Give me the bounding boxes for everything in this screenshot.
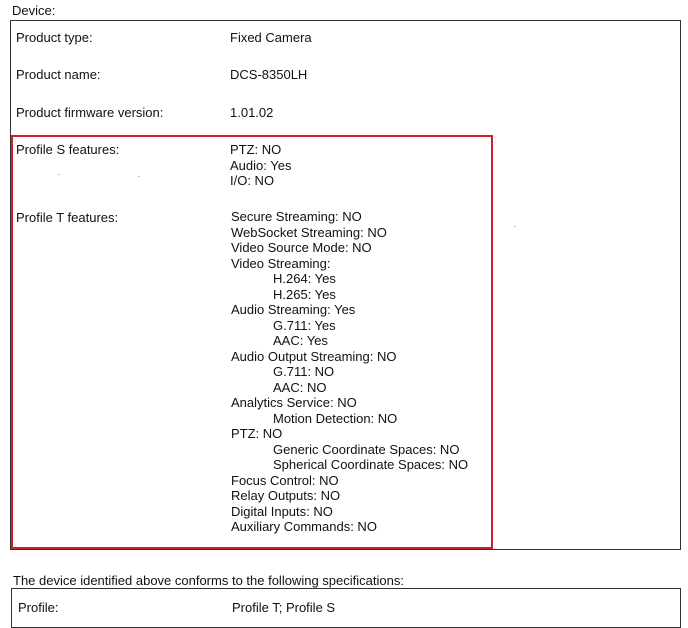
- conformance-statement: The device identified above conforms to the following specifications:: [13, 573, 404, 588]
- feature-line: Analytics Service: NO: [231, 395, 357, 410]
- scan-speck: [58, 174, 60, 175]
- scan-speck: [514, 226, 516, 227]
- profile-s-features: [230, 142, 291, 189]
- conformance-profile-value: Profile T; Profile S: [232, 600, 336, 615]
- conformance-profile-label: Profile:: [18, 600, 59, 615]
- product-type-value: Fixed Camera: [230, 30, 312, 45]
- profile-t-label: Profile T features:: [16, 210, 119, 225]
- firmware-version-label: Product firmware version:: [16, 105, 164, 120]
- profile-s-label: Profile S features:: [16, 142, 120, 157]
- feature-line: Digital Inputs: NO: [231, 503, 333, 519]
- feature-line: PTZ: NO: [230, 142, 282, 157]
- feature-subline: G.711: Yes: [273, 317, 336, 333]
- firmware-version-value: 1.01.02: [230, 105, 274, 120]
- feature-subline: H.265: Yes: [273, 286, 336, 302]
- profile-t-features: [231, 209, 468, 535]
- feature-line: Video Streaming:: [231, 255, 331, 271]
- feature-line: Auxiliary Commands: NO: [231, 519, 377, 534]
- product-name-label: Product name:: [16, 67, 101, 82]
- feature-line: Video Source Mode: NO: [231, 240, 372, 255]
- feature-line: Secure Streaming: NO: [231, 209, 362, 224]
- feature-line: Relay Outputs: NO: [231, 488, 341, 503]
- feature-line: Focus Control: NO: [231, 472, 339, 488]
- product-type-label: Product type:: [16, 30, 93, 45]
- scan-speck: [138, 176, 140, 177]
- feature-subline: H.264: Yes: [273, 271, 336, 286]
- feature-subline: AAC: Yes: [273, 333, 328, 348]
- device-heading: Device:: [12, 3, 56, 18]
- feature-line: Audio Streaming: Yes: [231, 302, 356, 317]
- feature-line: I/O: NO: [230, 173, 275, 188]
- feature-line: Audio: Yes: [230, 157, 292, 173]
- feature-line: PTZ: NO: [231, 426, 283, 441]
- feature-line: Audio Output Streaming: NO: [231, 348, 397, 364]
- product-name-value: DCS-8350LH: [230, 67, 308, 82]
- feature-subline: Generic Coordinate Spaces: NO: [273, 441, 460, 457]
- feature-subline: AAC: NO: [273, 379, 327, 395]
- feature-line: WebSocket Streaming: NO: [231, 224, 387, 240]
- feature-subline: G.711: NO: [273, 364, 335, 379]
- conformance-table: [11, 588, 681, 628]
- feature-subline: Spherical Coordinate Spaces: NO: [273, 457, 469, 472]
- feature-subline: Motion Detection: NO: [273, 410, 398, 426]
